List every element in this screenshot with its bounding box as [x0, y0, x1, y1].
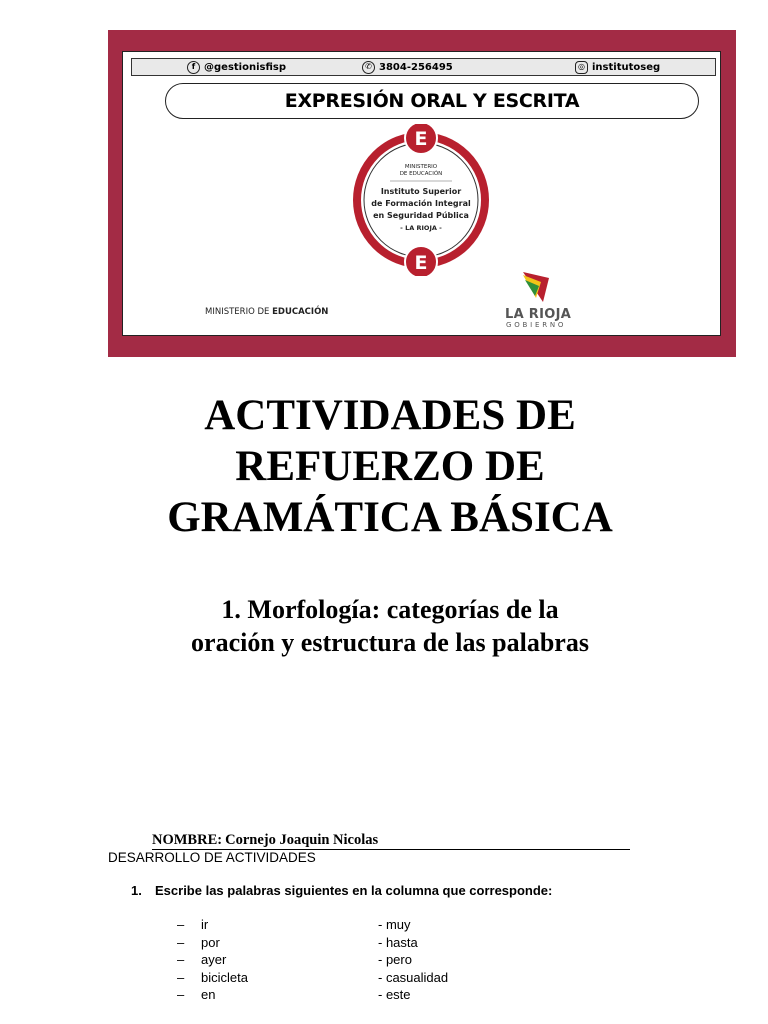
whatsapp-number: 3804-256495: [379, 61, 453, 73]
ministry-bold: EDUCACIÓN: [272, 307, 329, 317]
section-heading: DESARROLLO DE ACTIVIDADES: [108, 850, 316, 865]
ministry-prefix: MINISTERIO DE: [205, 307, 273, 317]
section-subtitle: [120, 593, 660, 659]
emblem-institute-line4: - LA RIOJA -: [400, 224, 442, 232]
word-right: - muy: [378, 917, 411, 932]
title-line-2: REFUERZO DE: [235, 443, 545, 490]
question-number: 1.: [131, 883, 142, 898]
list-item: [0, 987, 768, 1005]
emblem-ministry-line2: DE EDUCACIÓN: [399, 171, 443, 177]
word-right: - casualidad: [378, 969, 449, 985]
social-bar: [131, 58, 716, 76]
emblem-ministry-line1: MINISTERIO: [404, 164, 438, 170]
title-line-3: GRAMÁTICA BÁSICA: [167, 494, 613, 541]
emblem-institute-line1: Instituto Superior: [380, 187, 462, 196]
emblem-letter-top: E: [414, 128, 428, 150]
question-text: Escribe las palabras siguientes en la columna que corresponde:: [155, 883, 553, 898]
whatsapp-icon: ✆: [362, 61, 375, 74]
emblem-letter-bottom: E: [414, 252, 428, 274]
banner-card: [122, 51, 721, 336]
list-item: [0, 952, 768, 970]
name-field[interactable]: [152, 832, 630, 850]
la-rioja-name: LA RIOJA: [505, 307, 572, 322]
ministry-label: [205, 307, 328, 317]
institute-emblem: [350, 124, 492, 276]
page-title: [90, 390, 690, 543]
la-rioja-subtitle: GOBIERNO: [506, 321, 567, 329]
instagram-icon: ◎: [575, 61, 588, 74]
bullet: –: [177, 952, 185, 967]
facebook-icon: f: [187, 61, 200, 74]
word-right: - hasta: [378, 934, 418, 950]
word-left: por: [201, 934, 220, 950]
emblem-institute-line3: en Seguridad Pública: [373, 211, 469, 220]
bullet: –: [177, 969, 185, 985]
subtitle-line-1: 1. Morfología: categorías de la: [221, 595, 559, 624]
word-list: [0, 917, 768, 1005]
list-item: [0, 970, 768, 988]
social-facebook[interactable]: [187, 59, 286, 75]
word-left: ayer: [201, 952, 227, 967]
emblem-institute-line2: de Formación Integral: [371, 199, 471, 208]
list-item: [0, 917, 768, 935]
social-whatsapp[interactable]: [362, 59, 453, 75]
facebook-handle: @gestionisfisp: [204, 61, 286, 73]
word-left: en: [201, 987, 216, 1002]
name-label: NOMBRE:: [152, 832, 223, 848]
bullet: –: [177, 917, 185, 932]
list-item: [0, 935, 768, 953]
word-right: - este: [378, 987, 411, 1002]
title-line-1: ACTIVIDADES DE: [204, 392, 576, 439]
header-banner: [108, 30, 736, 357]
subtitle-line-2: oración y estructura de las palabras: [191, 628, 589, 657]
bullet: –: [177, 987, 185, 1002]
word-left: bicicleta: [201, 969, 248, 985]
word-right: - pero: [378, 952, 412, 967]
word-left: ir: [201, 917, 209, 932]
question-1: [131, 883, 552, 898]
name-value: Cornejo Joaquin Nicolas: [225, 832, 379, 848]
bullet: –: [177, 934, 185, 950]
course-title: EXPRESIÓN ORAL Y ESCRITA: [165, 83, 699, 119]
social-instagram[interactable]: [575, 59, 660, 75]
instagram-handle: institutoseg: [592, 61, 661, 73]
